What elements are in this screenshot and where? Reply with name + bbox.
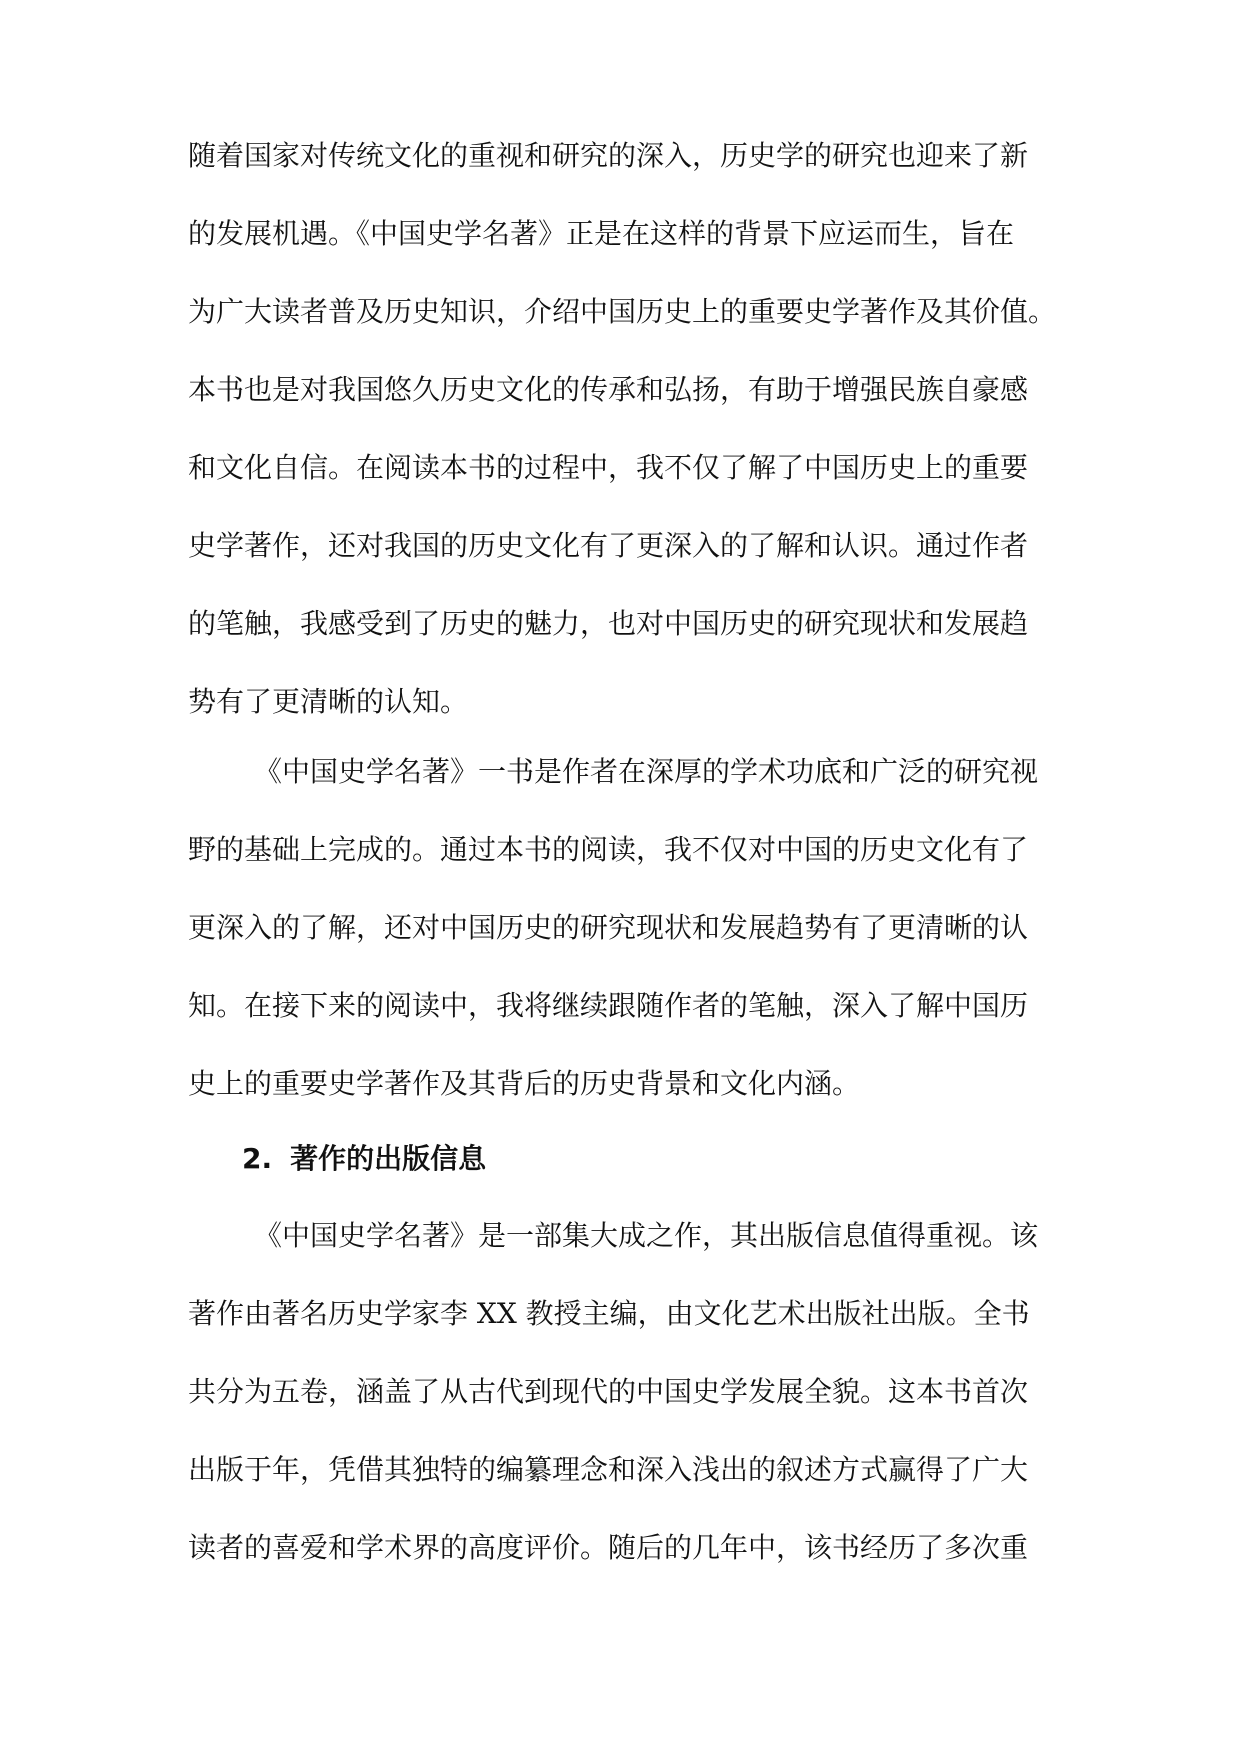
text-line: 共分为五卷，涵盖了从古代到现代的中国史学发展全貌。这本书首次 xyxy=(188,1375,1029,1408)
text-line: 史学著作，还对我国的历史文化有了更深入的了解和认识。通过作者 xyxy=(188,529,1029,562)
section-title: 著作的出版信息 xyxy=(290,1142,487,1175)
text-line: 知。在接下来的阅读中，我将继续跟随作者的笔触，深入了解中国历 xyxy=(188,989,1029,1022)
text-line: 著作由著名历史学家李 XX 教授主编，由文化艺术出版社出版。全书 xyxy=(188,1297,1030,1330)
section-heading xyxy=(242,1139,486,1179)
text-line: 《中国史学名著》是一部集大成之作，其出版信息值得重视。该 xyxy=(254,1219,1039,1252)
text-line: 史上的重要史学著作及其背后的历史背景和文化内涵。 xyxy=(188,1067,861,1100)
text-line: 和文化自信。在阅读本书的过程中，我不仅了解了中国历史上的重要 xyxy=(188,451,1029,484)
text-line: 的笔触，我感受到了历史的魅力，也对中国历史的研究现状和发展趋 xyxy=(188,607,1029,640)
text-line: 野的基础上完成的。通过本书的阅读，我不仅对中国的历史文化有了 xyxy=(188,833,1029,866)
section-number: 2. xyxy=(242,1142,273,1175)
text-line: 的发展机遇。《中国史学名著》正是在这样的背景下应运而生，旨在 xyxy=(188,217,1015,250)
text-line: 《中国史学名著》一书是作者在深厚的学术功底和广泛的研究视 xyxy=(254,755,1039,788)
text-line: 读者的喜爱和学术界的高度评价。随后的几年中，该书经历了多次重 xyxy=(188,1531,1029,1564)
text-line: 本书也是对我国悠久历史文化的传承和弘扬，有助于增强民族自豪感 xyxy=(188,373,1029,406)
text-line: 势有了更清晰的认知。 xyxy=(188,685,469,718)
text-line: 为广大读者普及历史知识，介绍中国历史上的重要史学著作及其价值。 xyxy=(188,295,1057,328)
text-line: 出版于年，凭借其独特的编纂理念和深入浅出的叙述方式赢得了广大 xyxy=(188,1453,1029,1486)
text-line: 更深入的了解，还对中国历史的研究现状和发展趋势有了更清晰的认 xyxy=(188,911,1029,944)
text-line: 随着国家对传统文化的重视和研究的深入，历史学的研究也迎来了新 xyxy=(188,139,1029,172)
